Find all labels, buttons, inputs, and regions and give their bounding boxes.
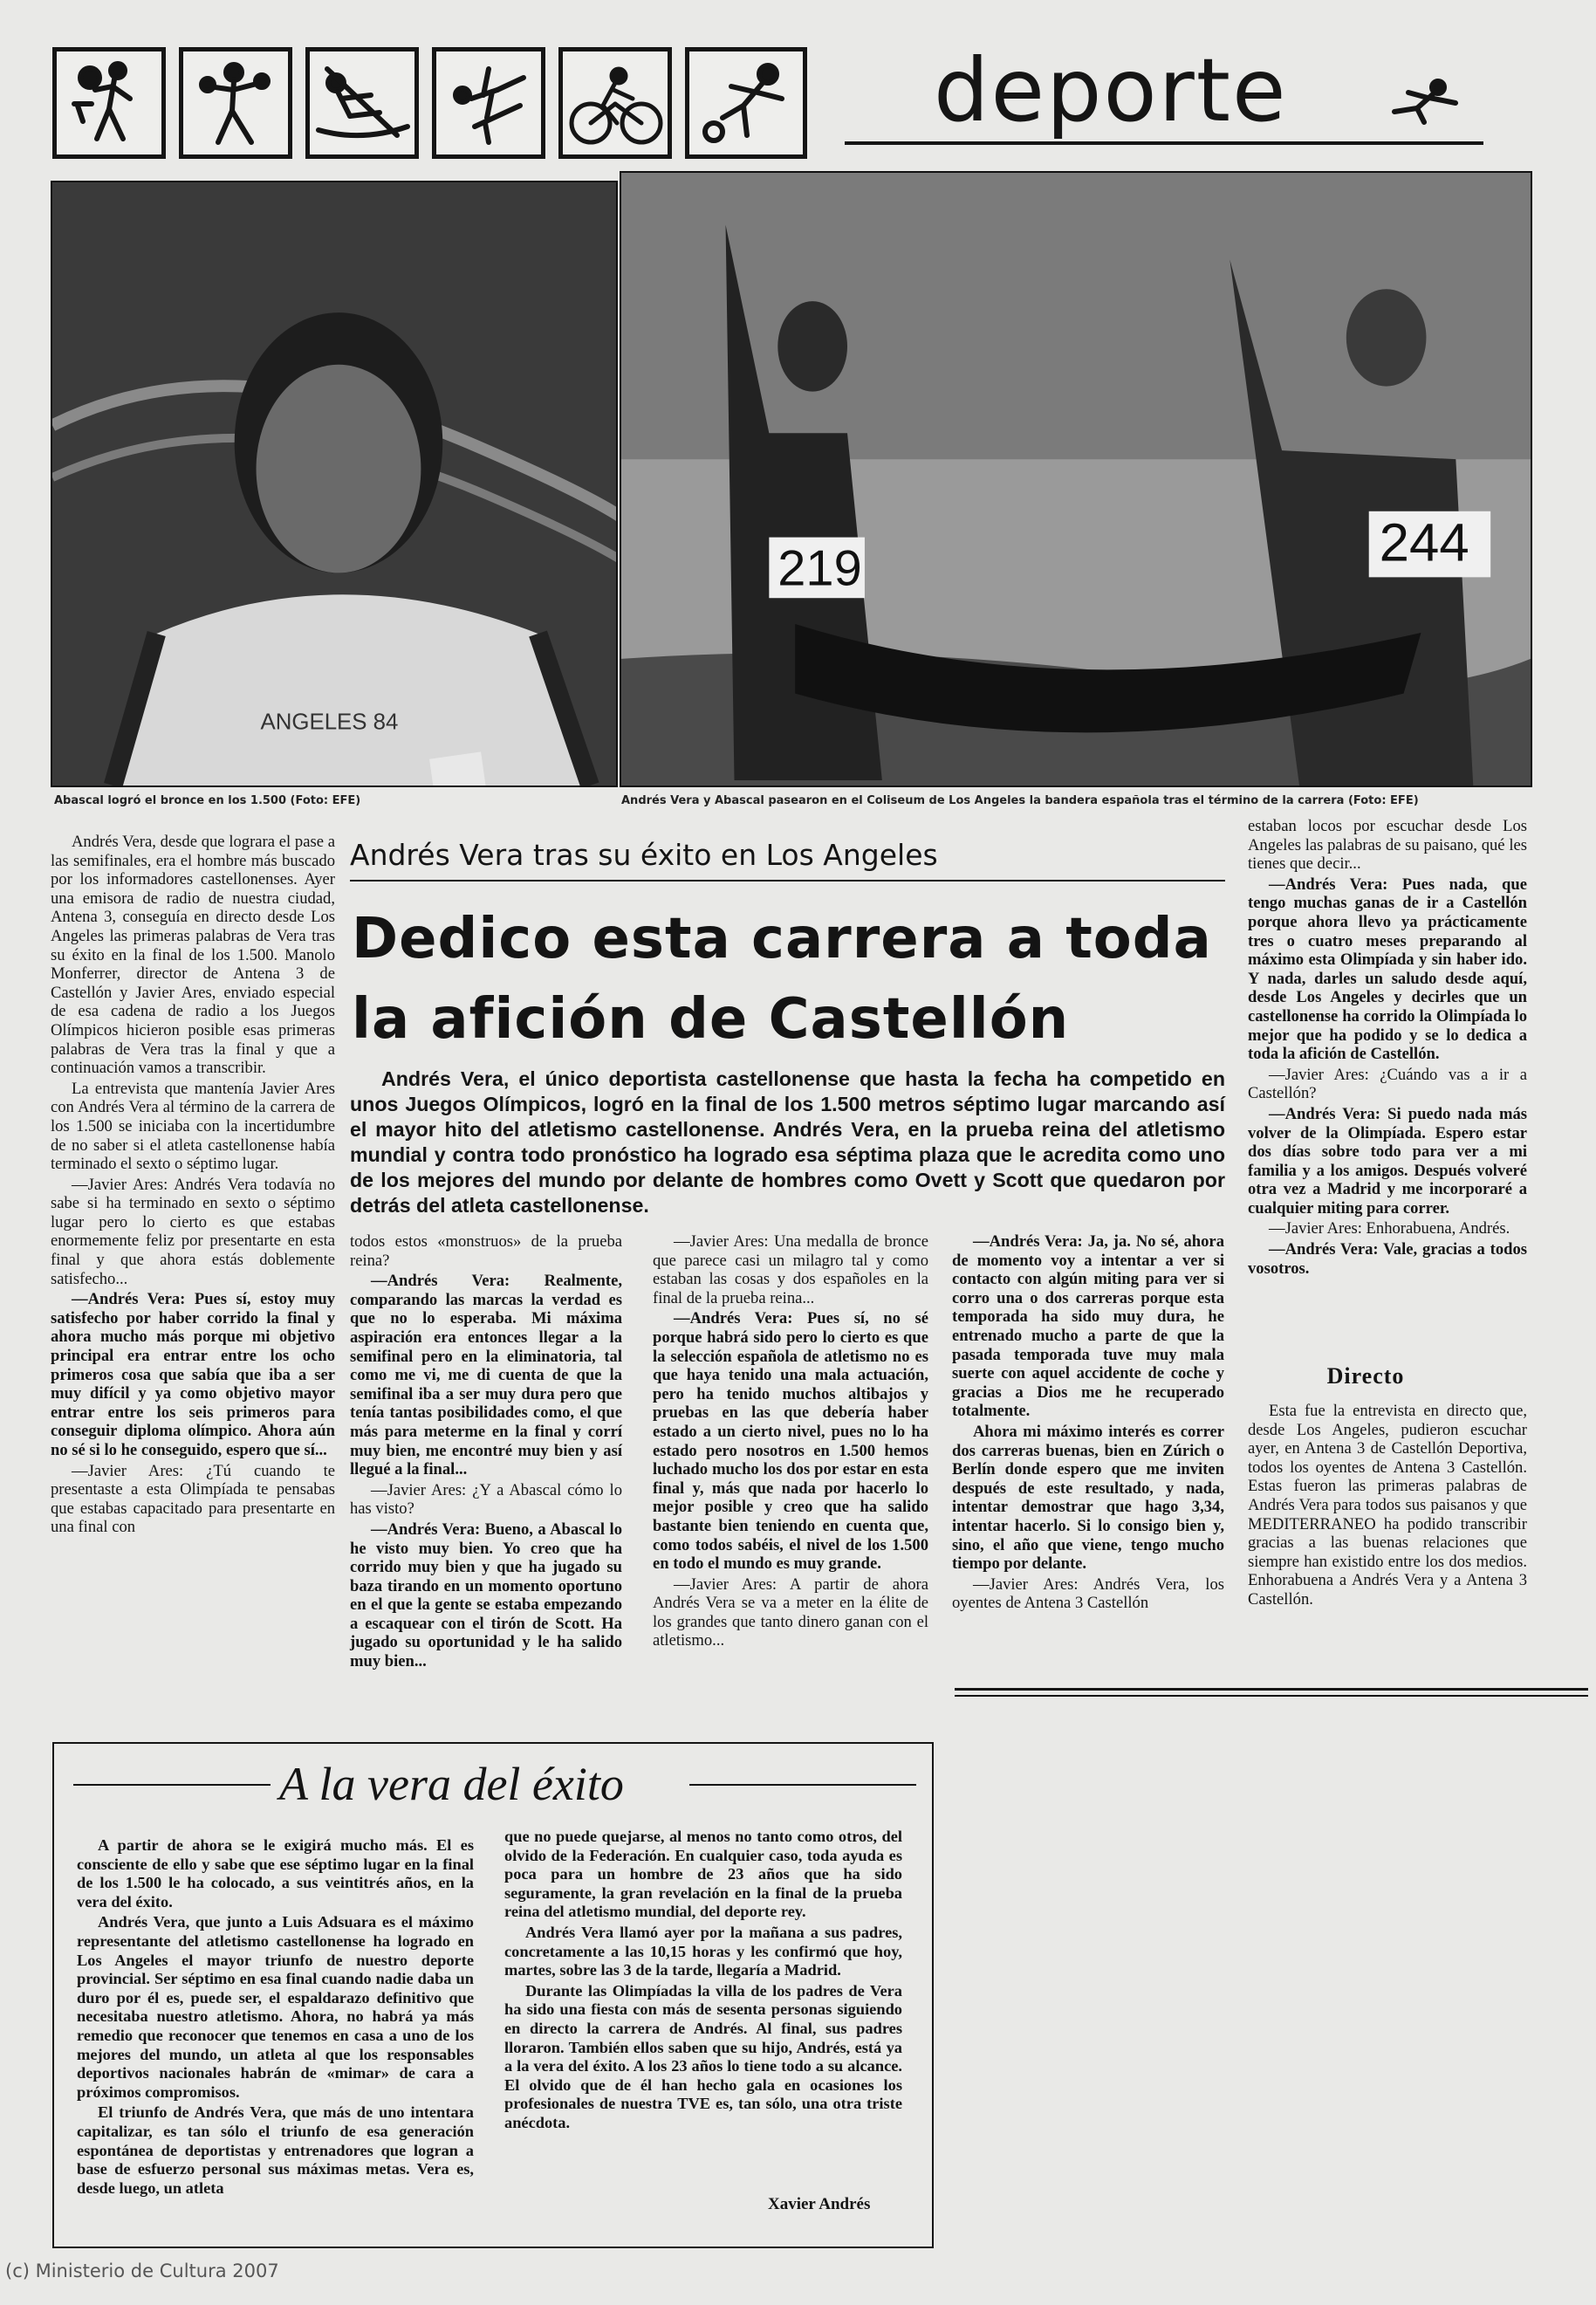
paragraph: —Javier Ares: Una medalla de bronce que parece casi un milagro tal y como estaban las cosas y dos españoles en la final de la prueba reina... [653, 1232, 928, 1307]
article-end-rule [955, 1688, 1588, 1691]
soccer-icon [685, 47, 807, 159]
headline-line-1: Dedico esta carrera a toda [352, 907, 1212, 971]
paragraph: —Andrés Vera: Pues sí, no sé porque habrá sido pero lo cierto es que la selección española de atletismo no es que haya tenido una mala actuación, pero ha tenido muchos altibajos y pruebas en las que debería haber estado a un cierto nivel, pues no lo ha estado pero nosotros en 1.500 hemos luchado mucho los dos por estar en esta final y, más que nada por hacerlo lo mejor posible y creo que ha salido bastante bien teniendo en cuenta que, como todos sabéis, el nivel de los 1.500 en todo el mundo es muy grande. [653, 1309, 928, 1574]
paragraph: —Andrés Vera: Si puedo nada más volver de la Olimpíada. Espero estar dos días sobre todo para ver a mi familia y a los amigos. Después volveré otra vez a Madrid y me incorporaré a cualquier miting para correr. [1248, 1104, 1527, 1218]
cycling-icon [558, 47, 672, 159]
paragraph: —Javier Ares: ¿Tú cuando te presentaste a esta Olimpíada te pensabas que estabas capacitado para presentarte en una final con [51, 1461, 335, 1537]
paragraph: Andrés Vera, que junto a Luis Adsuara es el máximo representante del atletismo castellonense ha logrado en Los Angeles el mayor triunfo de nuestro deporte provincial. Ser séptimo en esa final cuando nadie daba un duro por él es, puede ser, el espaldarazo definitivo que necesitaba nuestro atletismo. Ahora, no habrá ya más remedio que reconocer que tenemos en casa a uno de los mejores del mundo, un atleta al que los responsables deportivos nacionales habrán de «mimar» de cara a próximos compromisos. [77, 1913, 474, 2101]
subhead-directo: Directo [1326, 1363, 1405, 1389]
rowing-icon [305, 47, 419, 159]
paragraph: —Andrés Vera: Bueno, a Abascal lo he visto muy bien. Yo creo que ha corrido muy bien y que ha jugado su baza tirando en un momento oportuno en el que la gente se estaba empezando a escaquear con el tirón de Scott. Ha jugado su oportunidad y le ha salido muy bien... [350, 1520, 622, 1671]
photo-vera-abascal [620, 171, 1532, 787]
opinion-column-right [504, 1828, 902, 2135]
section-rule [845, 141, 1483, 145]
paragraph: —Andrés Vera: Pues sí, estoy muy satisfecho por haber corrido la final y ahora mucho más porque mi objetivo principal era entrar entre los ocho primeros cosa que sabía que iba a ser muy difícil y ya como objetivo mayor entrar entre los seis primeros para conseguir diploma olímpico. Ahora aún no sé si lo he conseguido, espero que sí... [51, 1290, 335, 1459]
section-title: deporte [934, 39, 1288, 141]
paragraph: que no puede quejarse, al menos no tanto como otros, del olvido de la Federación. En cualquier caso, toda ayuda es poca para un hombre de 23 años que ha sido seguramente, la gran revelación en la final de la prueba reina del atletismo mundial, del deporte rey. [504, 1828, 902, 1921]
column-1 [51, 833, 335, 1539]
headline-line-2: la afición de Castellón [352, 987, 1070, 1052]
paragraph: El triunfo de Andrés Vera, que más de uno intentara capitalizar, es tan sólo el triunfo de esa generación espontánea de deportistas y entrenadores que logran a base de esfuerzo personal sus máximas metas. Vera es, desde luego, un atleta [77, 2103, 474, 2197]
shirt-text: ANGELES 84 [260, 710, 399, 735]
column-4 [952, 1232, 1224, 1615]
byline: Xavier Andrés [768, 2195, 871, 2213]
article-kicker: Andrés Vera tras su éxito en Los Angeles [350, 838, 938, 872]
column-2 [350, 1232, 622, 1673]
column-3 [653, 1232, 928, 1652]
paragraph: —Andrés Vera: Realmente, comparando las marcas la verdad es que no lo esperaba. Mi máxima aspiración era entonces llegar a la semifinal pero en la eliminatoria, tal como me vi, me di cuenta de que la semifinal iba a ser muy dura pero que tenía tantas posibilidades como, el que más para meterme en la final y corrí muy bien, me encontré muy bien y así llegué a la final... [350, 1272, 622, 1479]
paragraph: Andrés Vera, desde que lograra el pase a las semifinales, era el hombre más buscado por los informadores castellonenses. Ayer una emisora de radio de nuestra ciudad, Antena 3, conseguía en directo desde Los Angeles las primeras palabras de Vera tras su éxito en la final de los 1.500. Manolo Monferrer, director de Antena 3 de Castellón y Javier Ares, enviado especial de esa cadena de radio a los Juegos Olímpicos hicieron posible esas primeras palabras de Vera tras la final y que a continuación vamos a transcribir. [51, 833, 335, 1078]
paragraph: —Javier Ares: Enhorabuena, Andrés. [1269, 1219, 1510, 1238]
paragraph: La entrevista que mantenía Javier Ares con Andrés Vera al término de la carrera de los 1.500 se iniciaba con la incertidumbre de no saber si el atleta castellonense había terminado el sexto o séptimo lugar. [51, 1079, 335, 1174]
paragraph: —Andrés Vera: Ja, ja. No sé, ahora de momento voy a intentar a ver si contacto con algún miting para ver si corro una o dos carreras porque esta temporada ha sido muy dura, he entrenado mucho a parte de que la pasada temporada tuve muy mala suerte con aquel accidente de coche y gracias a Dios me he recuperado totalmente. [952, 1232, 1224, 1421]
paragraph: Andrés Vera llamó ayer por la mañana a sus padres, concretamente a las 10,15 horas y les confirmó que hoy, martes, sobre las 3 de la tarde, llegaría a Madrid. [504, 1923, 902, 1979]
paragraph: —Andrés Vera: Pues nada, que tengo muchas ganas de ir a Castellón porque ahora llevo ya prácticamente tres o cuatro meses preparando al máximo esta Olimpíada y sin haber ido. Y nada, darles un saludo desde aquí, desde Los Angeles y decirles que un castellonense ha corrido la Olimpíada lo mejor que ha podido y se lo dedica a toda la afición de Castellón. [1248, 875, 1527, 1064]
photo-abascal [51, 181, 618, 787]
paragraph: Esta fue la entrevista en directo que, desde Los Angeles, pudieron escuchar ayer, en Antena 3 de Castellón Deportiva, todos los oyentes de Antena 3 Castellón. Estas fueron las primeras palabras de Andrés Vera para todos sus paisanos y que MEDITERRANEO ha podido transcribir gracias a las buenas relaciones que siempre han existido entre los dos medios. Enhorabuena a Andrés Vera y a Antena 3 Castellón. [1248, 1402, 1527, 1609]
bib-244: 244 [1379, 512, 1469, 573]
column-5-continued [1248, 1402, 1527, 1611]
paragraph: —Javier Ares: ¿Y a Abascal cómo lo has visto? [350, 1480, 622, 1519]
opinion-title: A la vera del éxito [279, 1758, 624, 1810]
paragraph: —Javier Ares: ¿Cuándo vas a ir a Castellón? [1248, 1065, 1527, 1103]
photo-caption-right: Andrés Vera y Abascal pasearon en el Coliseum de Los Angeles la bandera española tras el término de la carrera (Foto: EFE) [621, 794, 1419, 807]
title-rule-left [73, 1784, 271, 1786]
article-lead: Andrés Vera, el único deportista castellonense que hasta la fecha ha competido en unos Juegos Olímpicos, logró en la final de los 1.500 metros séptimo lugar marcando así el mayor hito del atletismo castellonense. Andrés Vera, en la prueba reina del atletismo mundial y contra todo pronóstico ha logrado esa séptima plaza que le acredita como uno de los mejores del mundo por delante de hombres como Ovett y Scott que quedaron por detrás del atleta castellonense. [350, 1067, 1225, 1217]
kicker-rule [350, 880, 1225, 882]
paragraph: Durante las Olimpíadas la villa de los padres de Vera ha sido una fiesta con más de sesenta personas siguiendo en directo la carrera de Andrés. Al final, sus padres lloraron. También ellos saben que su hijo, Andrés, está ya a la vera del éxito. A los 23 años lo tiene todo a su alcance. El olvido que de él han hecho gala en ocasiones los profesionales de nuestra TVE es, tan sólo, una otra triste anécdota. [504, 1981, 902, 2131]
photo-caption-left: Abascal logró el bronce en los 1.500 (Foto: EFE) [54, 794, 361, 807]
paragraph: Ahora mi máximo interés es correr dos carreras buenas, bien en Zúrich o Berlín donde espero que me inviten después de este resultado, y nada, intentar demostrar que hago 3,34, intentar hacerlo. Si lo consigo bien y, sino, el año que viene, tengo mucho tiempo por delante. [952, 1422, 1224, 1574]
bib-219: 219 [777, 540, 862, 597]
article-headline [352, 899, 1224, 1060]
runner-icon [1377, 73, 1473, 126]
paragraph: —Javier Ares: Andrés Vera todavía no sabe si ha terminado en sexto o séptimo lugar pero lo cierto es que estabas enormemente feliz por presentarte en esta final y que ahora estás doblemente satisfecho... [51, 1175, 335, 1288]
paragraph: —Javier Ares: Andrés Vera, los oyentes de Antena 3 Castellón [952, 1574, 1224, 1613]
column-5 [1248, 817, 1527, 1279]
boxing-icon [179, 47, 292, 159]
basketball-icon [52, 47, 166, 159]
hurdles-icon [432, 47, 545, 159]
paragraph: todos estos «monstruos» de la prueba reina? [350, 1232, 622, 1270]
article-end-rule-2 [955, 1695, 1588, 1697]
paragraph: A partir de ahora se le exigirá mucho más. El es consciente de ello y sabe que ese séptimo lugar en la final de los 1.500 le ha colocado, a sus veintitrés años, en la vera del éxito. [77, 1836, 474, 1911]
paragraph: —Javier Ares: A partir de ahora Andrés Vera se va a meter en la élite de los grandes que tanto dinero ganan con el atletismo... [653, 1574, 928, 1650]
title-rule-right [689, 1784, 916, 1786]
opinion-column-left [77, 1836, 474, 2199]
copyright: (c) Ministerio de Cultura 2007 [5, 2260, 279, 2281]
paragraph: estaban locos por escuchar desde Los Angeles las palabras de su paisano, qué les tienes que decir... [1248, 817, 1527, 874]
paragraph: —Andrés Vera: Vale, gracias a todos vosotros. [1248, 1240, 1527, 1278]
